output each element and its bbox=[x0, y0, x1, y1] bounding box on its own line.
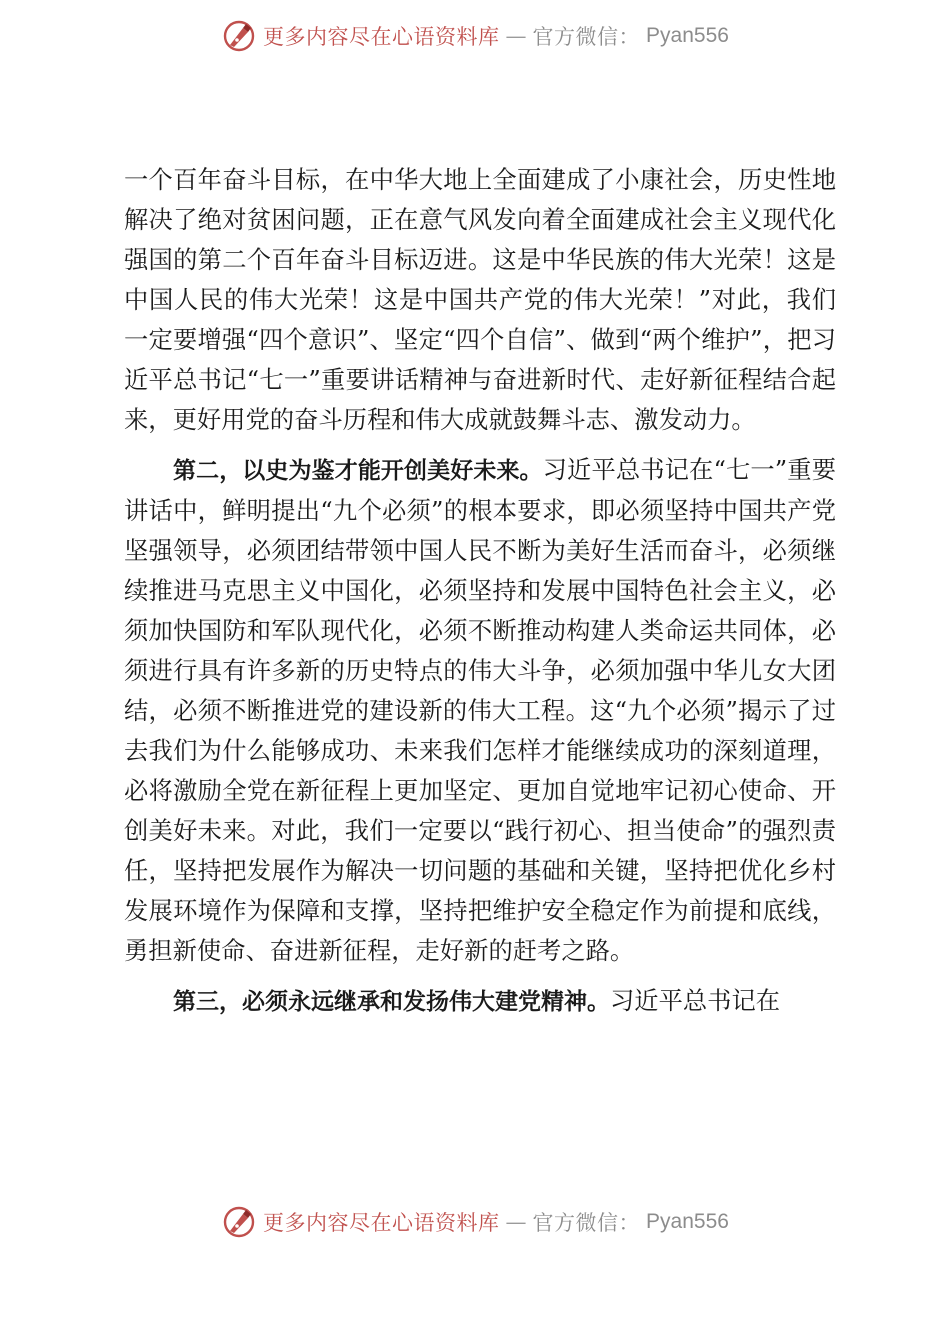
wechat-handle: Pyan556 bbox=[646, 24, 729, 47]
wechat-label: 官方微信： bbox=[532, 25, 641, 49]
paragraph-text: 一个百年奋斗目标，在中华大地上全面建成了小康社会，历史性地解决了绝对贫困问题，正在意气风发向着全面建成社会主义现代化强国的第二个百年奋斗目标迈进。这是中华民族的伟大光荣！这是中国人民的伟大光荣！这是中国共产党的伟大光荣！”对此，我们一定要增强“四个意识”、坚定“四个自信”、做到“两个维护”，把习近平总书记“七一”重要讲话精神与奋进新时代、走好新征程结合起来，更好用党的奋斗历程和伟大成就鼓舞斗志、激发动力。 bbox=[124, 165, 836, 434]
wechat-label: 官方微信： bbox=[532, 1211, 641, 1235]
wechat-handle: Pyan556 bbox=[646, 1210, 729, 1233]
paragraph-third-point bbox=[124, 981, 836, 1022]
banner-separator: — bbox=[505, 1210, 527, 1234]
site-name: 更多内容尽在心语资料库 bbox=[263, 1211, 500, 1235]
banner-separator: — bbox=[505, 24, 527, 48]
pen-nib-logo-icon bbox=[221, 18, 257, 54]
paragraph-second-point bbox=[124, 450, 836, 971]
document-body bbox=[124, 160, 836, 1022]
pen-nib-logo-icon bbox=[221, 1204, 257, 1240]
site-name: 更多内容尽在心语资料库 bbox=[263, 25, 500, 49]
paragraph-heading: 第三，必须永远继承和发扬伟大建党精神。 bbox=[173, 989, 610, 1015]
header-banner bbox=[0, 16, 950, 56]
footer-banner bbox=[0, 1202, 950, 1242]
paragraph-heading: 第二，以史为鉴才能开创美好未来。 bbox=[173, 458, 543, 484]
paragraph-text: 习近平总书记在“七一”重要讲话中，鲜明提出“九个必须”的根本要求，即必须坚持中国共产党坚强领导，必须团结带领中国人民不断为美好生活而奋斗，必须继续推进马克思主义中国化，必须坚持和发展中国特色社会主义，必须加快国防和军队现代化，必须不断推动构建人类命运共同体，必须进行具有许多新的历史特点的伟大斗争，必须加强中华儿女大团结，必须不断推进党的建设新的伟大工程。这“九个必须”揭示了过去我们为什么能够成功、未来我们怎样才能继续成功的深刻道理，必将激励全党在新征程上更加坚定、更加自觉地牢记初心使命、开创美好未来。对此，我们一定要以“践行初心、担当使命”的强烈责任，坚持把发展作为解决一切问题的基础和关键，坚持把优化乡村发展环境作为保障和支撑，坚持把维护安全稳定作为前提和底线，勇担新使命、奋进新征程，走好新的赶考之路。 bbox=[124, 455, 837, 965]
paragraph-continued bbox=[124, 160, 836, 440]
paragraph-text: 习近平总书记在 bbox=[610, 986, 781, 1015]
